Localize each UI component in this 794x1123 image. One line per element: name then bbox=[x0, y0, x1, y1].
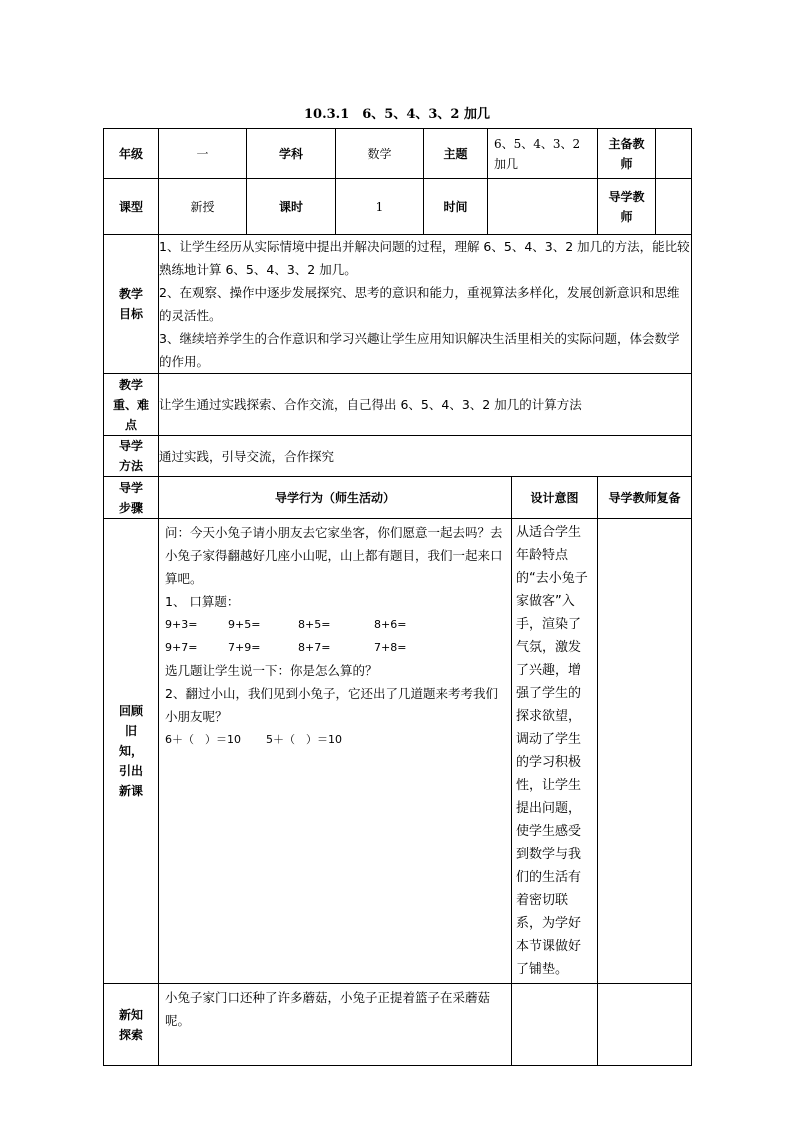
type-label: 课型 bbox=[104, 179, 159, 235]
time-label: 时间 bbox=[424, 179, 488, 235]
explore-text: 小兔子家门口还种了许多蘑菇，小兔子正提着篮子在采蘑菇呢。 bbox=[159, 984, 512, 1066]
goal-item: 3、继续培养学生的合作意识和学习兴趣让学生应用知识解决生活里相关的实际问题，体会数学的作用。 bbox=[159, 331, 680, 369]
review-prep bbox=[598, 519, 692, 984]
prep-header: 导学教师复备 bbox=[598, 477, 692, 519]
lead-teacher-value bbox=[656, 129, 692, 179]
subject-label: 学科 bbox=[247, 129, 336, 179]
row-method bbox=[104, 436, 692, 477]
key-points-text: 让学生通过实践探索、合作交流，自己得出 6、5、4、3、2 加几的计算方法 bbox=[159, 374, 692, 436]
lead-teacher-label: 主备教师 bbox=[598, 129, 656, 179]
type-value: 新授 bbox=[159, 179, 247, 235]
guide-teacher-value bbox=[656, 179, 692, 235]
review-intent: 从适合学生年龄特点的“去小兔子家做客”入手，渲染了气氛，激发了兴趣，增强了学生的探求欲望，调动了学生的学习积极性，让学生提出问题，使学生感受到数学与我们的生活有着密切联系，为学好本节课做好了铺垫。 bbox=[512, 519, 598, 984]
calc-item: 9+7= bbox=[165, 641, 198, 654]
calc-item: 9+3= bbox=[165, 618, 198, 631]
explore-intent bbox=[512, 984, 598, 1066]
equation: 6＋（ ）＝10 bbox=[165, 733, 241, 746]
key-points-label: 教学重、难点 bbox=[104, 374, 159, 436]
row-review bbox=[104, 519, 692, 984]
explore-prep bbox=[598, 984, 692, 1066]
review-ask: 选几题让学生说一下：你是怎么算的？ bbox=[165, 663, 378, 678]
hours-value: 1 bbox=[336, 179, 424, 235]
calc-item: 7+9= bbox=[228, 641, 261, 654]
theme-value: 6、5、4、3、2 加几 bbox=[488, 129, 598, 179]
goal-item: 2、在观察、操作中逐步发展探究、思考的意识和能力，重视算法多样化，发展创新意识和思维的灵活性。 bbox=[159, 285, 680, 323]
method-text: 通过实践，引导交流，合作探究 bbox=[159, 436, 692, 477]
goals-content bbox=[159, 235, 692, 374]
intent-header: 设计意图 bbox=[512, 477, 598, 519]
equation-row bbox=[165, 728, 505, 751]
row-steps-header bbox=[104, 477, 692, 519]
review-content bbox=[159, 519, 512, 984]
calc-row bbox=[165, 636, 505, 659]
method-label: 导学方法 bbox=[104, 436, 159, 477]
equation: 5＋（ ）＝10 bbox=[266, 733, 342, 746]
grade-value: 一 bbox=[159, 129, 247, 179]
review-intro: 问：今天小兔子请小朋友去它家坐客，你们愿意一起去吗？去小兔子家得翻越好几座小山呢，山上都有题目，我们一起来口算吧。 bbox=[165, 525, 503, 586]
steps-label: 导学步骤 bbox=[104, 477, 159, 519]
page-title: 10.3.1 6、5、4、3、2 加几 bbox=[304, 107, 490, 122]
review-label: 回顾旧知，引出新课 bbox=[104, 519, 159, 984]
calc-item: 9+5= bbox=[228, 618, 261, 631]
row-key-points bbox=[104, 374, 692, 436]
calc-title: 1、 口算题： bbox=[165, 594, 240, 609]
row-explore bbox=[104, 984, 692, 1066]
goal-item: 1、让学生经历从实际情境中提出并解决问题的过程，理解 6、5、4、3、2 加几的方法，能比较熟练地计算 6、5、4、3、2 加几。 bbox=[159, 239, 690, 277]
theme-label: 主题 bbox=[424, 129, 488, 179]
review-question-2: 2、翻过小山，我们见到小兔子，它还出了几道题来考考我们小朋友呢？ bbox=[165, 686, 498, 724]
lesson-plan-table bbox=[103, 128, 692, 1066]
calc-item: 8+7= bbox=[298, 641, 331, 654]
guide-teacher-label: 导学教师 bbox=[598, 179, 656, 235]
row-type bbox=[104, 179, 692, 235]
explore-label: 新知探索 bbox=[104, 984, 159, 1066]
goals-label: 教学目标 bbox=[104, 235, 159, 374]
calc-item: 8+6= bbox=[374, 618, 407, 631]
row-grade bbox=[104, 129, 692, 179]
activity-header: 导学行为（师生活动） bbox=[159, 477, 512, 519]
calc-item: 7+8= bbox=[374, 641, 407, 654]
grade-label: 年级 bbox=[104, 129, 159, 179]
calc-item: 8+5= bbox=[298, 618, 331, 631]
calc-row bbox=[165, 613, 505, 636]
subject-value: 数学 bbox=[336, 129, 424, 179]
time-value bbox=[488, 179, 598, 235]
row-goals bbox=[104, 235, 692, 374]
hours-label: 课时 bbox=[247, 179, 336, 235]
